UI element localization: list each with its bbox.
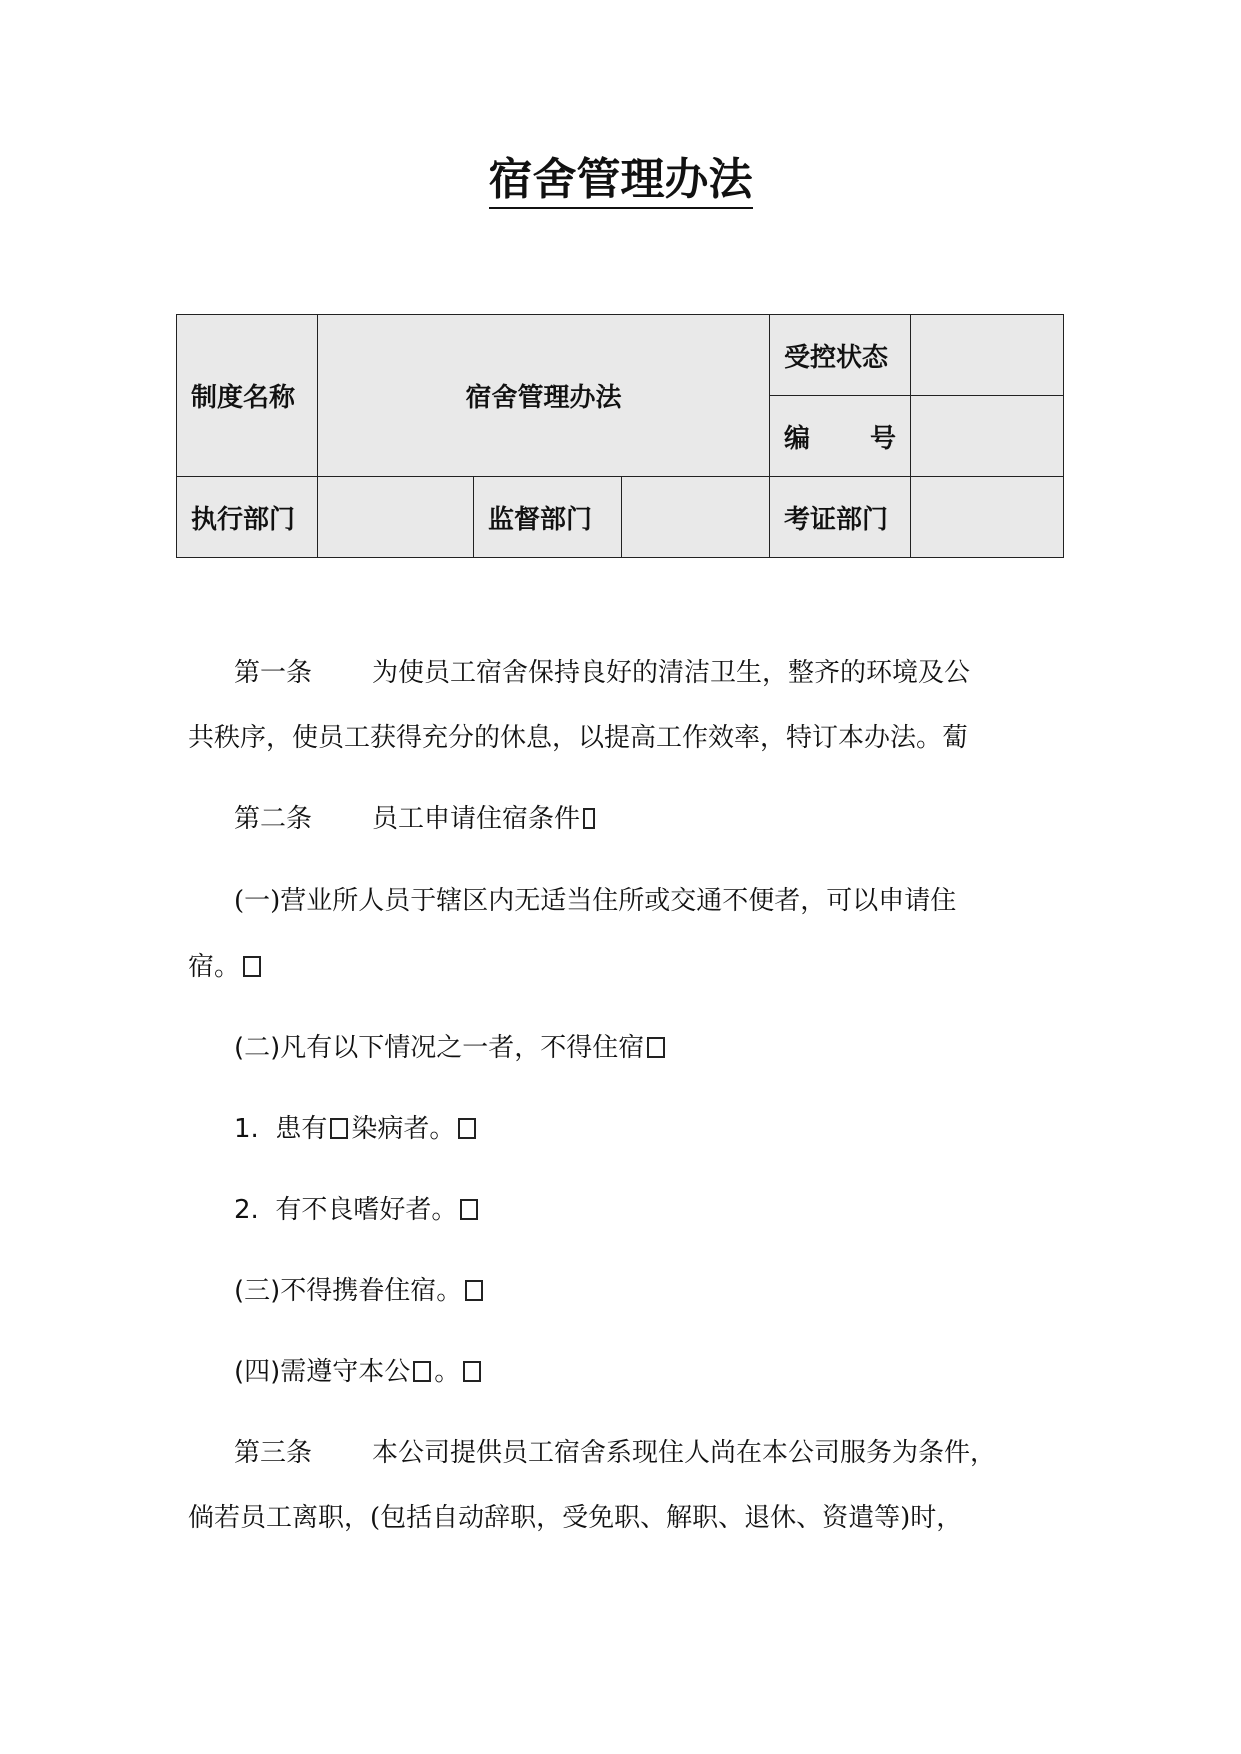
- article-3-line-1: [188, 1437, 1054, 1469]
- control-info-table: [176, 314, 1064, 558]
- item-4-text: (四)需遵守本公: [234, 1357, 411, 1387]
- article-2-line: [188, 803, 1054, 835]
- item-2-text: (二)凡有以下情况之一者，不得住宿: [234, 1033, 645, 1063]
- sub-item-2-text: 有不良嗜好者。: [275, 1195, 458, 1225]
- sub-item-1-text-a: 患有: [275, 1114, 328, 1144]
- value-control-status: [911, 315, 1064, 396]
- missing-glyph-box: [330, 1118, 348, 1139]
- label-verifying-department: 考证部门: [770, 477, 911, 558]
- article-1-line-1: [188, 657, 1054, 689]
- missing-glyph-box: [243, 956, 261, 977]
- missing-glyph-box: [465, 1280, 483, 1301]
- article-3-text-1: 本公司提供员工宿舍系现住人尚在本公司服务为条件，: [372, 1438, 997, 1468]
- value-executing-department: [318, 477, 474, 558]
- item-3-text: (三)不得携眷住宿。: [234, 1276, 463, 1306]
- item-4-tail: 。: [434, 1357, 461, 1387]
- document-title: 宿舍管理办法: [0, 150, 1241, 210]
- sub-item-1-text-b: 染病者。: [351, 1114, 456, 1144]
- missing-glyph-box: [647, 1037, 665, 1058]
- label-policy-name: 制度名称: [177, 315, 318, 477]
- article-2-tag: 第二条: [234, 804, 313, 834]
- item-1-line-1: (一)营业所人员于辖区内无适当住所或交通不便者，可以申请住: [234, 886, 957, 916]
- missing-glyph-box: [583, 808, 595, 829]
- value-policy-name: 宿舍管理办法: [318, 315, 770, 477]
- value-verifying-department: [911, 477, 1064, 558]
- missing-glyph-box: [463, 1361, 481, 1382]
- label-control-status: 受控状态: [770, 315, 911, 396]
- sub-item-2-number: 2.: [234, 1195, 259, 1225]
- item-2-line: [188, 1032, 1054, 1064]
- sub-item-1-number: 1.: [234, 1114, 259, 1144]
- label-document-number: [770, 396, 911, 477]
- article-1-text-1: 为使员工宿舍保持良好的清洁卫生，整齐的环境及公: [372, 658, 971, 688]
- label-number-char-2: 号: [869, 423, 896, 454]
- missing-glyph-box: [458, 1118, 476, 1139]
- label-number-char-1: 编: [784, 423, 811, 454]
- item-1-line-2: [188, 951, 1054, 983]
- article-3-tag: 第三条: [234, 1438, 313, 1468]
- article-1-line-2: 共秩序，使员工获得充分的休息，以提高工作效率，特订本办法。蔔: [188, 723, 969, 753]
- article-1-tag: 第一条: [234, 658, 313, 688]
- article-2-text: 员工申请住宿条件: [372, 804, 581, 834]
- label-executing-department: 执行部门: [177, 477, 318, 558]
- sub-item-2-line: [188, 1194, 1054, 1226]
- article-3-line-2: 倘若员工离职，(包括自动辞职，受免职、解职、退休、资遣等)时，: [188, 1503, 963, 1533]
- value-document-number: [911, 396, 1064, 477]
- missing-glyph-box: [413, 1361, 431, 1382]
- item-3-line: [188, 1275, 1054, 1307]
- item-1-text-2: 宿。: [188, 952, 241, 982]
- item-4-line: [188, 1356, 1054, 1388]
- label-supervising-department: 监督部门: [474, 477, 622, 558]
- sub-item-1-line: [188, 1113, 1054, 1145]
- missing-glyph-box: [460, 1199, 478, 1220]
- value-supervising-department: [622, 477, 770, 558]
